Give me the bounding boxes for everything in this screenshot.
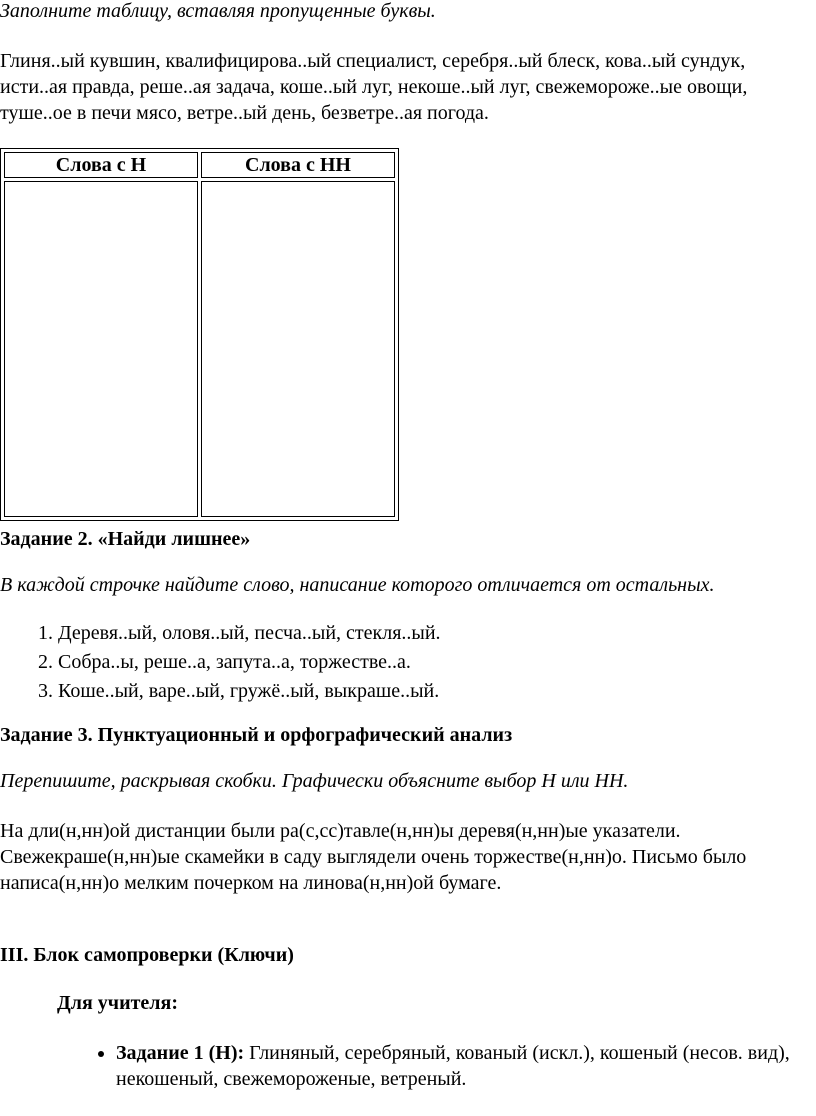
list-item: 1. Деревя..ый, оловя..ый, песча..ый, стекля..ый. [58,619,441,648]
task3-heading: Задание 3. Пунктуационный и орфографический анализ [0,724,513,746]
keys-list [0,1040,806,1092]
table-header-row [4,152,395,178]
task2-heading: Задание 2. «Найди лишнее» [0,528,251,550]
table-row [4,181,395,517]
key-text: Глиняный, серебряный, кованый (искл.), кошеный (несов. вид), некошеный, свежемороженые, ветреный. [116,1042,790,1090]
list-item [116,1040,806,1092]
task3-text: На дли(н,нн)ой дистанции были ра(с,сс)тавле(н,нн)ы деревя(н,нн)ые указатели. Свежекраше(н,нн)ые скамейки в саду выглядели очень торжестве(н,нн)о. Письмо было написа(н,нн)о мелким почерком на линова(н,нн)ой бумаге. [0,820,747,894]
cell-nn[interactable] [201,181,395,517]
task3-instruction: Перепишите, раскрывая скобки. Графически объясните выбор Н или НН. [0,770,629,792]
header-nn: Слова с НН [201,152,395,178]
task2-instruction: В каждой строчке найдите слово, написание которого отличается от остальных. [0,574,715,596]
words-table [0,148,399,521]
key-label: Задание 1 (Н): [116,1042,245,1064]
list-item: 3. Коше..ый, варе..ый, гружё..ый, выкраше..ый. [58,677,441,706]
list-item: 2. Собра..ы, реше..а, запута..а, торжестве..а. [58,648,441,677]
section3-heading: III. Блок самопроверки (Ключи) [0,944,294,966]
cell-n[interactable] [4,181,198,517]
header-n: Слова с Н [4,152,198,178]
section3-subheading: Для учителя: [57,992,179,1014]
task1-text: Глиня..ый кувшин, квалифицирова..ый специалист, серебря..ый блеск, кова..ый сундук, исти..ая правда, реше..ая задача, коше..ый луг, некоше..ый луг, свежемороже..ые овощи, туше..ое в печи мясо, ветре..ый день, безветре..ая погода. [0,50,748,124]
task1-instruction: Заполните таблицу, вставляя пропущенные буквы. [0,0,436,22]
task2-list [0,619,441,706]
